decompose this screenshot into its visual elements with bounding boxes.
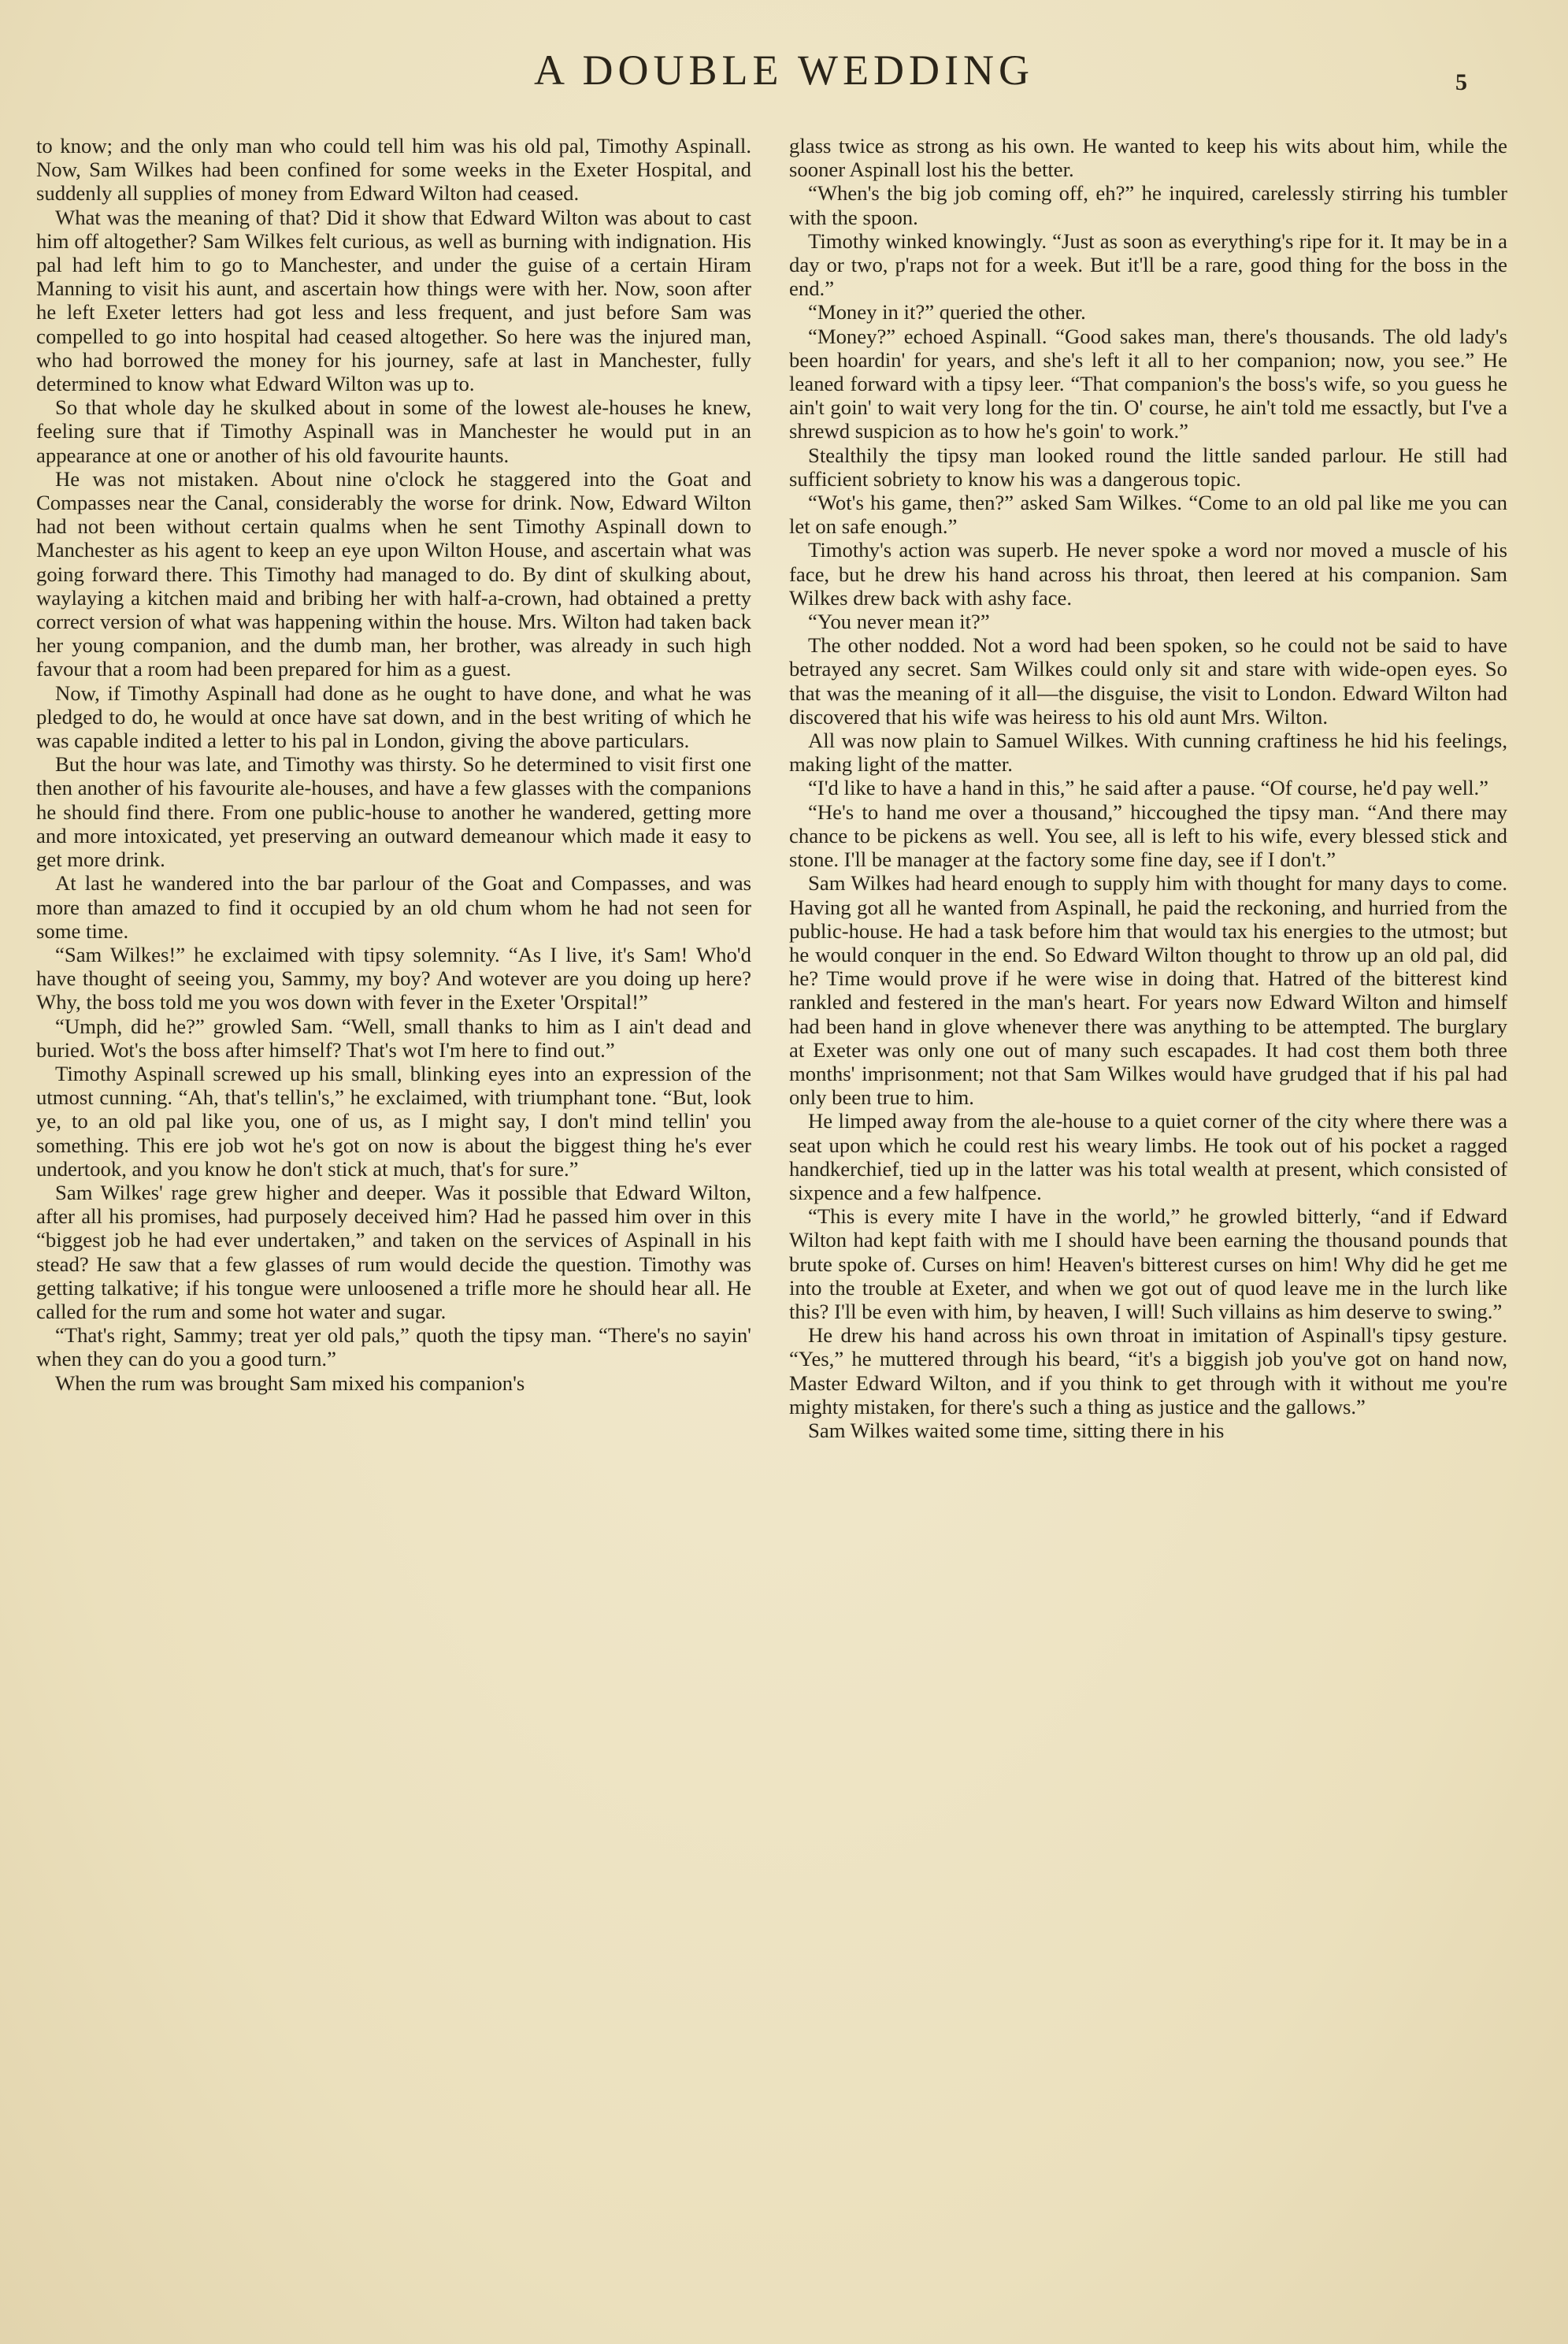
paragraph: What was the meaning of that? Did it show that Edward Wilton was about to cast him off altogether? Sam Wilkes felt curious, as well as burning with indignation. His pal had left him to go to Manchester, and under the guise of a certain Hiram Manning to visit his aunt, and ascertain how things were with her. Now, soon after he left Exeter letters had got less and less frequent, and just before Sam was compelled to go into hospital had ceased altogether. So here was the injured man, who had borrowed the money for his journey, safe at last in Manchester, fully determined to know what Edward Wilton was up to. <box>36 205 751 396</box>
paragraph: “I'd like to have a hand in this,” he said after a pause. “Of course, he'd pay well.” <box>808 776 1489 800</box>
paragraph: “This is every mite I have in the world,” he growled bitterly, “and if Edward Wilton had kept faith with me I should have been earning the thousand pounds that brute spoke of. Curses on him! Heaven's bitterest curses on him! Why did he get me into the trouble at Exeter, and when we got out of quod leave me in the lurch like this? I'll be even with him, by heaven, I will! Such villains as him deserve to swing.” <box>789 1204 1507 1323</box>
paragraph: Timothy winked knowingly. “Just as soon as everything's ripe for it. It may be in a day or two, p'raps not for a week. But it'll be a rare, good thing for the boss in the end.” <box>789 228 1507 301</box>
right-column <box>789 134 1507 2253</box>
page-header <box>0 46 1568 109</box>
paragraph: He limped away from the ale-house to a quiet corner of the city where there was a seat upon which he could rest his weary limbs. He took out of his pocket a ragged handkerchief, tied up in the latter was his total wealth at present, which consisted of sixpence and a few halfpence. <box>789 1109 1507 1204</box>
paragraph: to know; and the only man who could tell him was his old pal, Timothy Aspinall. Now, Sam Wilkes had been confined for some weeks in the Exeter Hospital, and suddenly all supplies of money from Edward Wilton had ceased. <box>36 134 751 206</box>
paragraph: Sam Wilkes had heard enough to supply him with thought for many days to come. Having got all he wanted from Aspinall, he paid the reckoning, and hurried from the public-house. He had a task before him that would tax his energies to the utmost; but he would conquer in the end. So Edward Wilton thought to throw up an old pal, did he? Time would prove if he were wise in doing that. Hatred of the bitterest kind rankled and festered in the man's heart. For years now Edward Wilton and himself had been hand in glove whenever there was anything to be attempted. The burglary at Exeter was only one out of many such escapades. It had cost them both three months' imprisonment; not that Sam Wilkes would have grudged that if his pal had only been true to him. <box>789 871 1507 1110</box>
paragraph: “You never mean it?” <box>808 610 990 634</box>
paragraph: “Money?” echoed Aspinall. “Good sakes man, there's thousands. The old lady's been hoardin' for years, and she's left it all to her companion; now, you see.” He leaned forward with a tipsy leer. “That companion's the boss's wife, so you guess he ain't goin' to wait very long for the tin. O' course, he ain't told me essactly, but I've a shrewd suspicion as to how he's goin' to work.” <box>789 324 1507 443</box>
paragraph: Stealthily the tipsy man looked round the little sanded parlour. He still had sufficient sobriety to know his was a dangerous topic. <box>789 443 1507 491</box>
paragraph: All was now plain to Samuel Wilkes. With cunning craftiness he hid his feelings, making light of the matter. <box>789 729 1507 777</box>
running-title: A DOUBLE WEDDING <box>534 46 1034 94</box>
paragraph: Sam Wilkes' rage grew higher and deeper. Was it possible that Edward Wilton, after all his promises, had purposely deceived him? Had he passed him over in this “biggest job he had ever undertaken,” and taken on the services of Aspinall in his stead? He saw that a few glasses of rum would decide the question. Timothy was getting talkative; if his tongue were unloosened a trifle more he should hear all. He called for the rum and some hot water and sugar. <box>36 1180 751 1323</box>
paragraph: “He's to hand me over a thousand,” hiccoughed the tipsy man. “And there may chance to be pickens as well. You see, all is left to his wife, every blessed stick and stone. I'll be manager at the factory some fine day, see if I don't.” <box>789 799 1507 872</box>
paragraph: “That's right, Sammy; treat yer old pals,” quoth the tipsy man. “There's no sayin' when they can do you a good turn.” <box>36 1323 751 1371</box>
paragraph: At last he wandered into the bar parlour of the Goat and Compasses, and was more than amazed to find it occupied by an old chum whom he had not seen for some time. <box>36 871 751 943</box>
page-number: 5 <box>1455 69 1467 95</box>
paragraph: glass twice as strong as his own. He wanted to keep his wits about him, while the sooner Aspinall lost his the better. <box>789 134 1507 182</box>
paragraph: Now, if Timothy Aspinall had done as he ought to have done, and what he was pledged to do, he would at once have sat down, and in the best writing of which he was capable indited a letter to his pal in London, giving the above particulars. <box>36 681 751 753</box>
paragraph: But the hour was late, and Timothy was thirsty. So he determined to visit first one then another of his favourite ale-houses, and have a few glasses with the companions he should find there. From one public-house to another he wandered, getting more and more intoxicated, yet preserving an outward demeanour which made it easy to get more drink. <box>36 752 751 872</box>
paragraph: He drew his hand across his own throat in imitation of Aspinall's tipsy gesture. “Yes,” he muttered through his beard, “it's a biggish job you've got on hand now, Master Edward Wilton, and if you think to get through with it without me you're mighty mistaken, for there's such a thing as justice and the gallows.” <box>789 1323 1507 1419</box>
paragraph: The other nodded. Not a word had been spoken, so he could not be said to have betrayed any secret. Sam Wilkes could only sit and stare with wide-open eyes. So that was the meaning of it all—the disguise, the visit to London. Edward Wilton had discovered that his wife was heiress to his old aunt Mrs. Wilton. <box>789 633 1507 729</box>
paragraph: “When's the big job coming off, eh?” he inquired, carelessly stirring his tumbler with the spoon. <box>789 181 1507 229</box>
paragraph: “Wot's his game, then?” asked Sam Wilkes. “Come to an old pal like me you can let on safe enough.” <box>789 491 1507 539</box>
paragraph: Sam Wilkes waited some time, sitting there in his <box>808 1418 1225 1442</box>
paragraph: So that whole day he skulked about in some of the lowest ale-houses he knew, feeling sure that if Timothy Aspinall was in Manchester he would put in an appearance at one or another of his old favourite haunts. <box>36 395 751 467</box>
paragraph: Timothy's action was superb. He never spoke a word nor moved a muscle of his face, but he drew his hand across his throat, then leered at his companion. Sam Wilkes drew back with ashy face. <box>789 538 1507 610</box>
paragraph: When the rum was brought Sam mixed his companion's <box>55 1370 525 1395</box>
paragraph: “Umph, did he?” growled Sam. “Well, small thanks to him as I ain't dead and buried. Wot's the boss after himself? That's wot I'm here to find out.” <box>36 1014 751 1062</box>
paragraph: Timothy Aspinall screwed up his small, blinking eyes into an expression of the utmost cunning. “Ah, that's tellin's,” he exclaimed, with triumphant tone. “But, look ye, to an old pal like you, one of us, as I might say, I don't mind tellin' you something. This ere job wot he's got on now is about the biggest thing he's ever undertook, and you know he don't stick at much, that's for sure.” <box>36 1061 751 1181</box>
paragraph: “Sam Wilkes!” he exclaimed with tipsy solemnity. “As I live, it's Sam! Who'd have thought of seeing you, Sammy, my boy? And wotever are you doing up here? Why, the boss told me you wos down with fever in the Exeter 'Orspital!” <box>36 942 751 1014</box>
left-column <box>36 134 751 2253</box>
paragraph: He was not mistaken. About nine o'clock he staggered into the Goat and Compasses near the Canal, considerably the worse for drink. Now, Edward Wilton had not been without certain qualms when he sent Timothy Aspinall down to Manchester as his agent to keep an eye upon Wilton House, and ascertain what was going forward there. This Timothy had managed to do. By dint of skulking about, waylaying a kitchen maid and bribing her with half-a-crown, had obtained a pretty correct version of what was happening within the house. Mrs. Wilton had taken back her young companion, and the dumb man, her brother, was already in such high favour that a room had been prepared for him as a guest. <box>36 466 751 681</box>
paragraph: “Money in it?” queried the other. <box>808 300 1086 325</box>
